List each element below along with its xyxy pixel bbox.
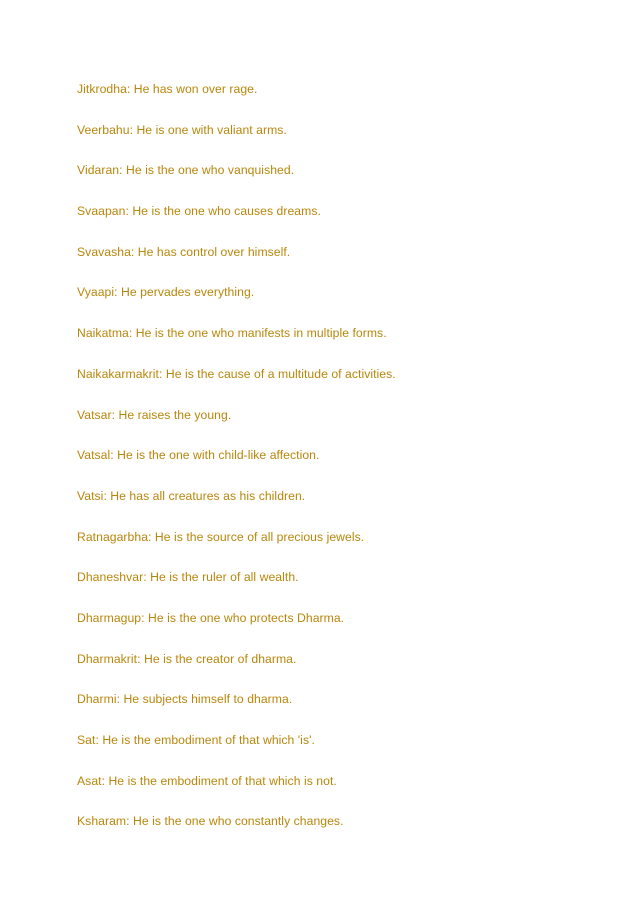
list-item: Dharmagup: He is the one who protects Dharma. [77, 610, 345, 625]
list-item: Dharmi: He subjects himself to dharma. [77, 692, 293, 707]
list-item: Svavasha: He has control over himself. [77, 244, 291, 259]
list-item: Veerbahu: He is one with valiant arms. [77, 122, 287, 137]
list-item: Naikatma: He is the one who manifests in multiple forms. [77, 326, 387, 341]
list-item: Asat: He is the embodiment of that which is not. [77, 773, 337, 788]
list-item: Ksharam: He is the one who constantly changes. [77, 814, 344, 829]
list-item: Jitkrodha: He has won over rage. [77, 82, 258, 96]
list-item: Vatsar: He raises the young. [77, 407, 232, 422]
list-item: Vatsi: He has all creatures as his children. [77, 488, 306, 503]
list-item: Vatsal: He is the one with child-like affection. [77, 448, 320, 463]
list-item: Sat: He is the embodiment of that which 'is'. [77, 733, 315, 747]
name-meaning-list [77, 79, 597, 852]
list-item: Vyaapi: He pervades everything. [77, 285, 255, 300]
list-item: Svaapan: He is the one who causes dreams. [77, 204, 321, 219]
list-item: Naikakarmakrit: He is the cause of a multitude of activities. [77, 366, 396, 381]
list-item: Dharmakrit: He is the creator of dharma. [77, 651, 297, 666]
list-item: Ratnagarbha: He is the source of all precious jewels. [77, 529, 365, 544]
list-item: Dhaneshvar: He is the ruler of all wealth. [77, 570, 299, 585]
list-item: Vidaran: He is the one who vanquished. [77, 163, 295, 178]
